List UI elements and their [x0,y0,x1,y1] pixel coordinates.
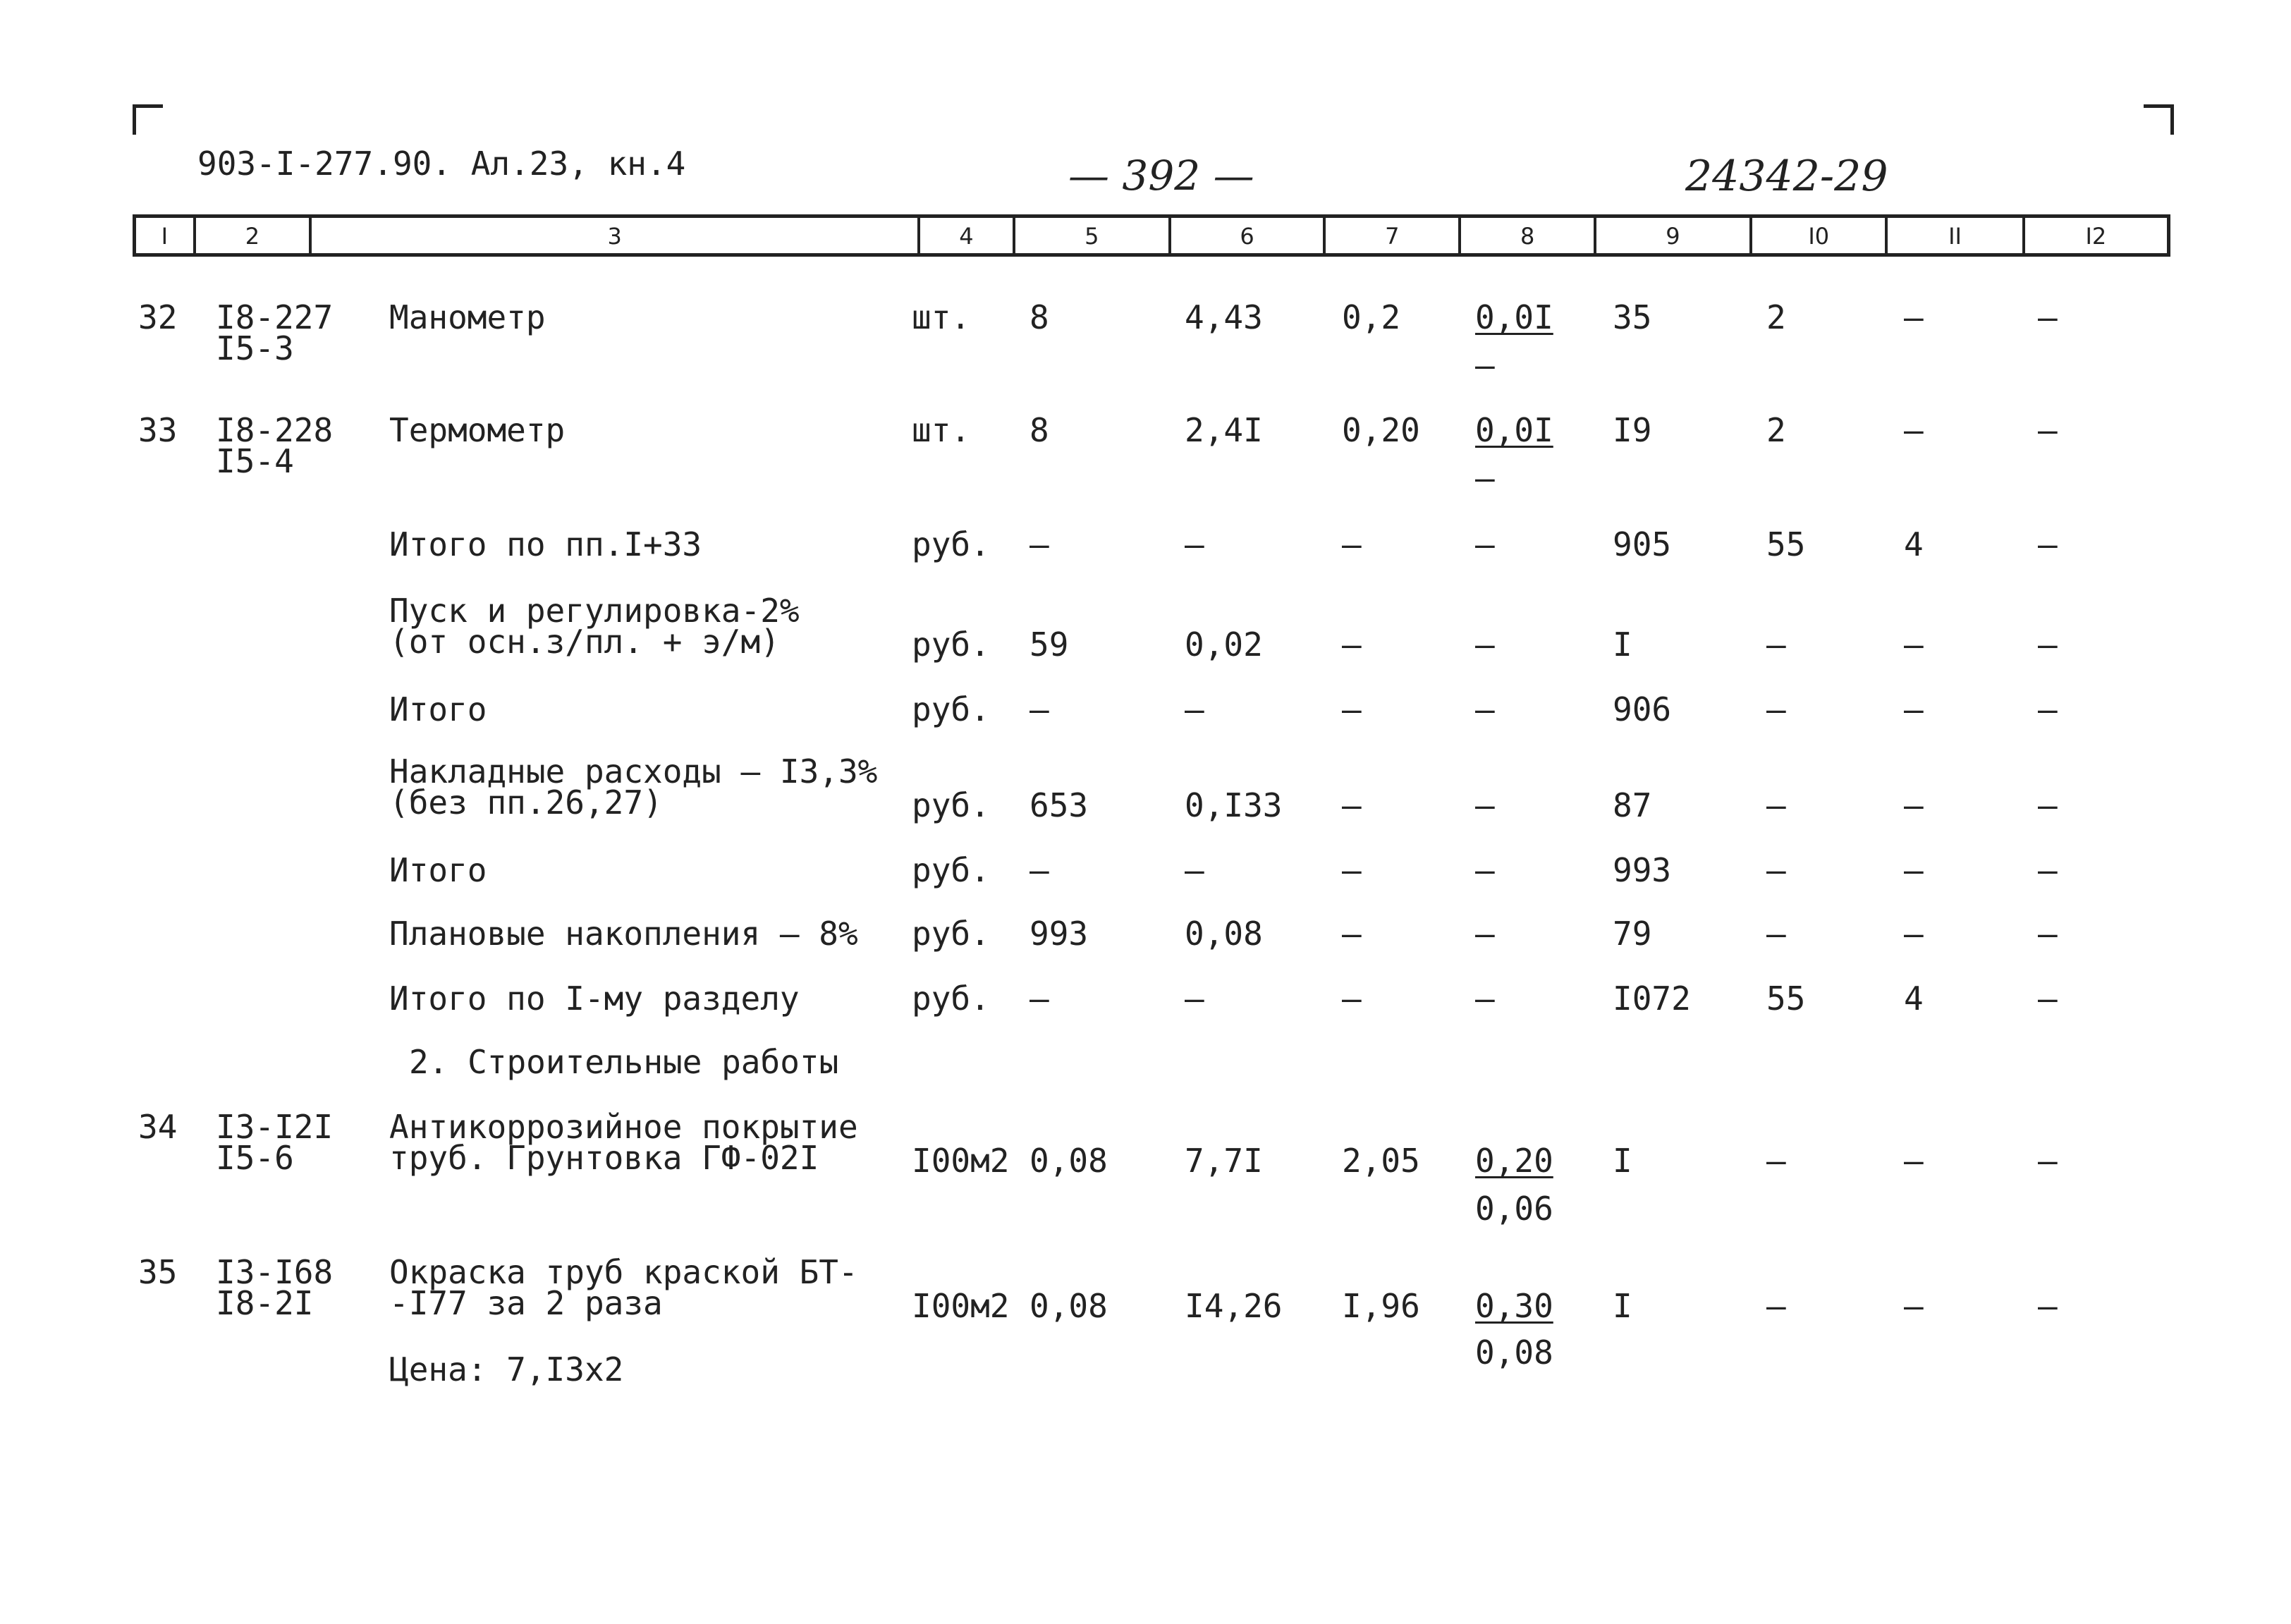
row-col-11: – [1904,411,1924,449]
row-unit: руб. [912,690,990,728]
row-col-11: – [1904,1287,1924,1325]
row-name: Итого по I-му разделу [389,979,800,1018]
row-col-11: 4 [1904,979,1924,1018]
row-col-9: 35 [1613,298,1652,336]
col-header-7: 7 [1326,218,1461,253]
row-col-5: – [1030,525,1049,563]
row-col-5: – [1030,851,1049,889]
row-col-5: – [1030,690,1049,728]
row-col-8: – [1475,851,1495,889]
corner-mark-top-right [2144,104,2174,135]
col-header-3: 3 [312,218,920,253]
row-col-10: – [1766,1287,1786,1325]
row-col-9: 906 [1613,690,1672,728]
col-header-8: 8 [1461,218,1596,253]
table-row [0,1108,2291,1228]
row-col-10: 55 [1766,525,1806,563]
row-col-8: – [1475,690,1495,728]
row-col-9: I [1613,1287,1632,1325]
row-col-9: I [1613,625,1632,664]
table-row [0,525,2291,563]
row-col-12: – [2038,690,2058,728]
section-title: 2. Строительные работы [409,1043,839,1081]
row-col-10: 2 [1766,298,1786,336]
table-row [0,592,2291,664]
row-col-12: – [2038,525,2058,563]
row-col-6: 4,43 [1185,298,1263,336]
row-col-11: – [1904,851,1924,889]
row-col-6: – [1185,851,1204,889]
row-col-6: 0,08 [1185,915,1263,953]
row-col-8-bottom: 0,06 [1475,1190,1553,1228]
row-col-7: I,96 [1342,1287,1420,1325]
row-col-6: I4,26 [1185,1287,1283,1325]
row-unit: руб. [912,625,990,664]
row-col-5: 59 [1030,625,1069,664]
row-name-line-2: (без пп.26,27) [389,783,663,822]
row-number: 32 [138,298,178,336]
row-col-8: – [1475,625,1495,664]
row-col-12: – [2038,1142,2058,1180]
row-name: Термометр [389,411,566,449]
row-col-7: – [1342,786,1362,824]
row-col-8-top: 0,30 [1475,1287,1553,1325]
row-col-8-bottom: – [1475,346,1495,384]
row-col-11: – [1904,625,1924,664]
row-col-8-top: 0,0I [1475,411,1553,449]
row-col-8: – [1475,786,1495,824]
row-col-8-top: 0,20 [1475,1142,1553,1180]
row-col-7: – [1342,979,1362,1018]
row-col-5: 993 [1030,915,1089,953]
col-header-11: II [1888,218,2024,253]
row-code-2: I5-3 [216,329,294,367]
row-col-9: 79 [1613,915,1652,953]
row-col-7: 0,2 [1342,298,1401,336]
row-col-11: – [1904,786,1924,824]
table-row [0,915,2291,953]
row-unit: руб. [912,915,990,953]
row-name: Итого [389,690,487,728]
row-name-line-1: Антикоррозийное покрытие [389,1108,858,1146]
row-name-line-2: труб. Грунтовка ГФ-02I [389,1139,819,1177]
row-col-5: 653 [1030,786,1089,824]
row-col-6: 0,I33 [1185,786,1283,824]
row-col-11: – [1904,1142,1924,1180]
col-header-2: 2 [196,218,312,253]
col-header-12: I2 [2085,223,2107,250]
row-col-6: 7,7I [1185,1142,1263,1180]
row-name: Итого по пп.I+33 [389,525,702,563]
row-col-10: – [1766,786,1786,824]
row-col-12: – [2038,786,2058,824]
row-col-10: 2 [1766,411,1786,449]
row-name: Итого [389,851,487,889]
row-col-5: 8 [1030,411,1049,449]
row-col-10: – [1766,1142,1786,1180]
row-col-7: – [1342,851,1362,889]
price-note: Цена: 7,I3x2 [389,1350,624,1388]
row-col-5: 0,08 [1030,1287,1108,1325]
row-name-line-1: Пуск и регулировка-2% [389,592,800,630]
row-code-1: I8-227 [216,298,334,336]
row-col-10: 55 [1766,979,1806,1018]
col-header-9: 9 [1596,218,1752,253]
row-col-8: – [1475,525,1495,563]
row-col-9: I072 [1613,979,1691,1018]
row-col-8-top: 0,0I [1475,298,1553,336]
row-code-1: I8-228 [216,411,334,449]
row-code-2: I5-6 [216,1139,294,1177]
row-code-1: I3-I68 [216,1253,334,1291]
table-row [0,298,2291,384]
page-number: — 392 — [1068,152,1254,200]
table-header [133,214,2170,257]
row-name-line-1: Окраска труб краской БТ- [389,1253,858,1291]
col-header-6: 6 [1171,218,1326,253]
row-unit: руб. [912,786,990,824]
row-name-line-2: -I77 за 2 раза [389,1284,663,1322]
row-col-12: – [2038,979,2058,1018]
row-name: Плановые накопления – 8% [389,915,858,953]
col-header-10: I0 [1752,218,1888,253]
row-col-8: – [1475,979,1495,1018]
row-col-6: – [1185,690,1204,728]
row-code-2: I5-4 [216,442,294,480]
row-name-line-2: (от осн.з/пл. + э/м) [389,623,780,661]
section-heading-row [0,1043,2291,1081]
row-number: 35 [138,1253,178,1291]
row-code-2: I8-2I [216,1284,314,1322]
row-unit: шт. [912,411,971,449]
row-col-7: – [1342,525,1362,563]
row-name: Манометр [389,298,546,336]
row-col-9: I [1613,1142,1632,1180]
row-unit: руб. [912,979,990,1018]
row-col-12: – [2038,915,2058,953]
col-header-5: 5 [1015,218,1171,253]
row-col-9: 993 [1613,851,1672,889]
sheet-code: 24342-29 [1685,152,1888,201]
row-col-5: 0,08 [1030,1142,1108,1180]
row-code-1: I3-I2I [216,1108,334,1146]
row-col-9: 87 [1613,786,1652,824]
table-row [0,979,2291,1018]
row-name-line-1: Накладные расходы – I3,3% [389,752,878,790]
row-col-5: – [1030,979,1049,1018]
row-col-9: 905 [1613,525,1672,563]
row-col-9: I9 [1613,411,1652,449]
row-col-12: – [2038,851,2058,889]
row-col-6: – [1185,525,1204,563]
row-col-12: – [2038,625,2058,664]
row-col-10: – [1766,625,1786,664]
row-col-10: – [1766,851,1786,889]
row-col-12: – [2038,298,2058,336]
row-col-8: – [1475,915,1495,953]
document-code: 903-I-277.90. Ал.23, кн.4 [197,145,686,183]
row-unit: I00м2 [912,1287,1010,1325]
row-col-10: – [1766,915,1786,953]
row-number: 34 [138,1108,178,1146]
row-col-11: – [1904,690,1924,728]
col-header-4: 4 [920,218,1015,253]
row-col-11: 4 [1904,525,1924,563]
corner-mark-top-left [133,104,163,135]
row-col-8-bottom: – [1475,459,1495,497]
row-col-5: 8 [1030,298,1049,336]
col-header-1: I [136,218,196,253]
row-col-7: 0,20 [1342,411,1420,449]
row-number: 33 [138,411,178,449]
row-unit: руб. [912,851,990,889]
row-unit: шт. [912,298,971,336]
table-row [0,690,2291,728]
row-col-7: – [1342,915,1362,953]
row-col-7: – [1342,690,1362,728]
row-col-12: – [2038,411,2058,449]
row-col-11: – [1904,298,1924,336]
row-col-6: 2,4I [1185,411,1263,449]
row-col-8-bottom: 0,08 [1475,1333,1553,1372]
row-unit: руб. [912,525,990,563]
row-unit: I00м2 [912,1142,1010,1180]
row-col-6: – [1185,979,1204,1018]
row-col-7: – [1342,625,1362,664]
row-col-6: 0,02 [1185,625,1263,664]
row-col-12: – [2038,1287,2058,1325]
row-col-11: – [1904,915,1924,953]
row-col-7: 2,05 [1342,1142,1420,1180]
row-col-10: – [1766,690,1786,728]
table-row [0,752,2291,824]
